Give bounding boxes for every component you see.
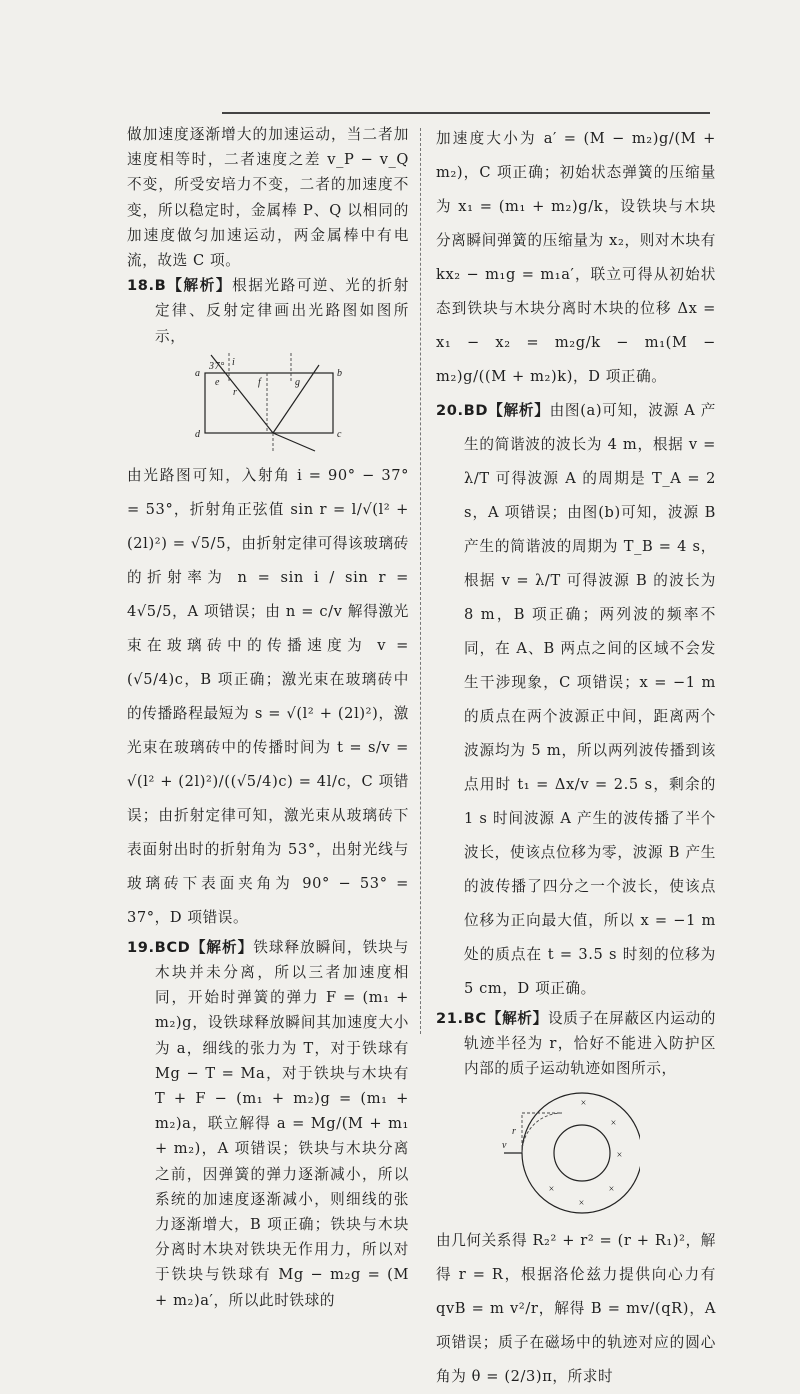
q21-intro-paragraph bbox=[436, 1006, 716, 1082]
q19-number: 19.BCD bbox=[127, 938, 191, 956]
q18-analysis-tag: 【解析】 bbox=[166, 277, 233, 295]
label-b: b bbox=[337, 367, 343, 379]
q21-analysis: 由几何关系得 R₂² + r² = (r + R₁)²，解得 r = R，根据洛伦兹力提供向心力有 qvB = m v²/r，解得 B = mv/(qR)，A 项错误；质子在磁场中的轨迹对应的圆心角为 θ = (2/3)π，所求时 bbox=[436, 1231, 716, 1385]
q17-continuation: 做加速度逐渐增大的加速运动，当二者加速度相等时，二者速度之差 v_P − v_Q 不变，所受安培力不变，二者的加速度不变，所以稳定时，金属棒 P、Q 以相同的加速度做匀加速运动，两金属棒中有电流，故选 C 项。 bbox=[127, 126, 409, 270]
magnetic-field-diagram bbox=[500, 1088, 640, 1218]
label-a: a bbox=[195, 367, 201, 379]
cross-mark: × bbox=[608, 1183, 616, 1195]
cross-mark: × bbox=[610, 1117, 618, 1129]
proton-trajectory bbox=[522, 1113, 562, 1153]
q20-number: 20.BD bbox=[436, 402, 489, 419]
q21-number: 21.BC bbox=[436, 1010, 487, 1027]
q20-analysis: 由图(a)可知，波源 A 产生的简谐波的波长为 4 m，根据 v = λ/T 可得波源 A 的周期是 T_A = 2 s，A 项错误；由图(b)可知，波源 B 产生的简谐波的周期为 T_B = 4 s，根据 v = λ/T 可得波源 B 的波长为 8 m，B 项正确；两列波的频率不同，在 A、B 两点之间的区域不会发生干涉现象，C 项错误；x = −1 m 的质点在两个波源正中间，距离两个波源均为 5 m，所以两列波传播到该点用时 t₁ = Δx/v = 2.5 s，剩余的 1 s 时间波源 A 产生的波传播了半个波长，使该点位移为零，波源 B 产生的波传播了四分之一个波长，使该点位移为正向最大值，所以 x = −1 m 处的质点在 t = 3.5 s 时刻的位移为 5 cm，D 项正确。 bbox=[464, 402, 716, 997]
label-c: c bbox=[337, 428, 343, 440]
q21-analysis-tag: 【解析】 bbox=[486, 1010, 548, 1027]
light-path-diagram bbox=[191, 353, 371, 453]
q20-analysis-tag: 【解析】 bbox=[488, 402, 550, 419]
cross-mark: × bbox=[548, 1183, 556, 1195]
cross-mark: × bbox=[578, 1197, 586, 1209]
label-angle: 37° bbox=[209, 360, 225, 372]
exit-ray bbox=[273, 433, 315, 451]
q19-analysis: 铁球释放瞬间，铁块与木块并未分离，所以三者加速度相同，开始时弹簧的弹力 F = (m₁ + m₂)g，设铁球释放瞬间其加速度大小为 a，细线的张力为 T，对于铁球有 Mg − T = Ma，对于铁块与木块有 T + F − (m₁ + m₂)g = (m₁ + m₂)a，联立解得 a = Mg/(M + m₁ + m₂)，A 项错误；铁块与木块分离之前，因弹簧的弹力逐渐减小，所以系统的加速度逐渐减小，则细线的张力逐渐增大，B 项正确；铁块与木块分离时木块对铁块无作用力，所以对于铁块与铁球有 Mg − m₂g = (M + m₂)a′，所以此时铁球的 bbox=[155, 938, 409, 1309]
q19-continuation: 加速度大小为 a′ = (M − m₂)g/(M + m₂)，C 项正确；初始状态弹簧的压缩量为 x₁ = (m₁ + m₂)g/k，设铁块与木块分离瞬间弹簧的压缩量为 x₂，则对木块有 kx₂ − m₁g = m₁a′，联立可得从初始状态到铁块与木块分离时木块的位移 Δx = x₁ − x₂ = m₂g/k − m₁(M − m₂)g/((M + m₂)k)，D 项正确。 bbox=[436, 130, 716, 385]
q19-analysis-tag: 【解析】 bbox=[190, 938, 254, 956]
q18-intro-paragraph bbox=[127, 273, 409, 349]
label-e: e bbox=[215, 376, 221, 388]
label-r: r bbox=[512, 1125, 517, 1137]
label-f: f bbox=[258, 376, 262, 388]
q18-analysis: 由光路图可知，入射角 i = 90° − 37° = 53°，折射角正弦值 sin r = l/√(l² + (2l)²) = √5/5，由折射定律可得该玻璃砖的折射率为 n = sin i / sin r = 4√5/5，A 项错误；由 n = c/v 解得激光束在玻璃砖中的传播速度为 v = (√5/4)c，B 项正确；激光束在玻璃砖中的传播路程最短为 s = √(l² + (2l)²)，激光束在玻璃砖中的传播时间为 t = s/v = √(l² + (2l)²)/((√5/4)c) = 4l/c，C 项错误；由折射定律可知，激光束从玻璃砖下表面射出时的折射角为 53°，出射光线与玻璃砖下表面夹角为 90° − 53° = 37°，D 项错误。 bbox=[127, 466, 409, 926]
cross-mark: × bbox=[580, 1097, 588, 1109]
reflected-ray bbox=[273, 365, 319, 433]
cross-mark: × bbox=[616, 1149, 624, 1161]
label-d: d bbox=[195, 428, 201, 440]
right-column bbox=[436, 122, 716, 1394]
glass-block-outline bbox=[205, 373, 333, 433]
column-divider bbox=[420, 128, 421, 1034]
label-r: r bbox=[233, 386, 238, 398]
label-i: i bbox=[232, 356, 236, 368]
inner-circle bbox=[554, 1125, 610, 1181]
q21-intro: 设质子在屏蔽区内运动的轨迹半径为 r，恰好不能进入防护区内部的质子运动轨迹如图所示， bbox=[464, 1010, 716, 1078]
q20-paragraph bbox=[436, 394, 716, 1006]
left-column bbox=[127, 122, 409, 1313]
q18-intro: 根据光路可逆、光的折射定律、反射定律画出光路图如图所示， bbox=[155, 277, 409, 345]
q19-paragraph bbox=[127, 935, 409, 1313]
header-rule bbox=[222, 112, 710, 114]
label-g: g bbox=[295, 376, 301, 388]
q18-number: 18.B bbox=[127, 277, 167, 295]
label-v: v bbox=[502, 1139, 508, 1151]
